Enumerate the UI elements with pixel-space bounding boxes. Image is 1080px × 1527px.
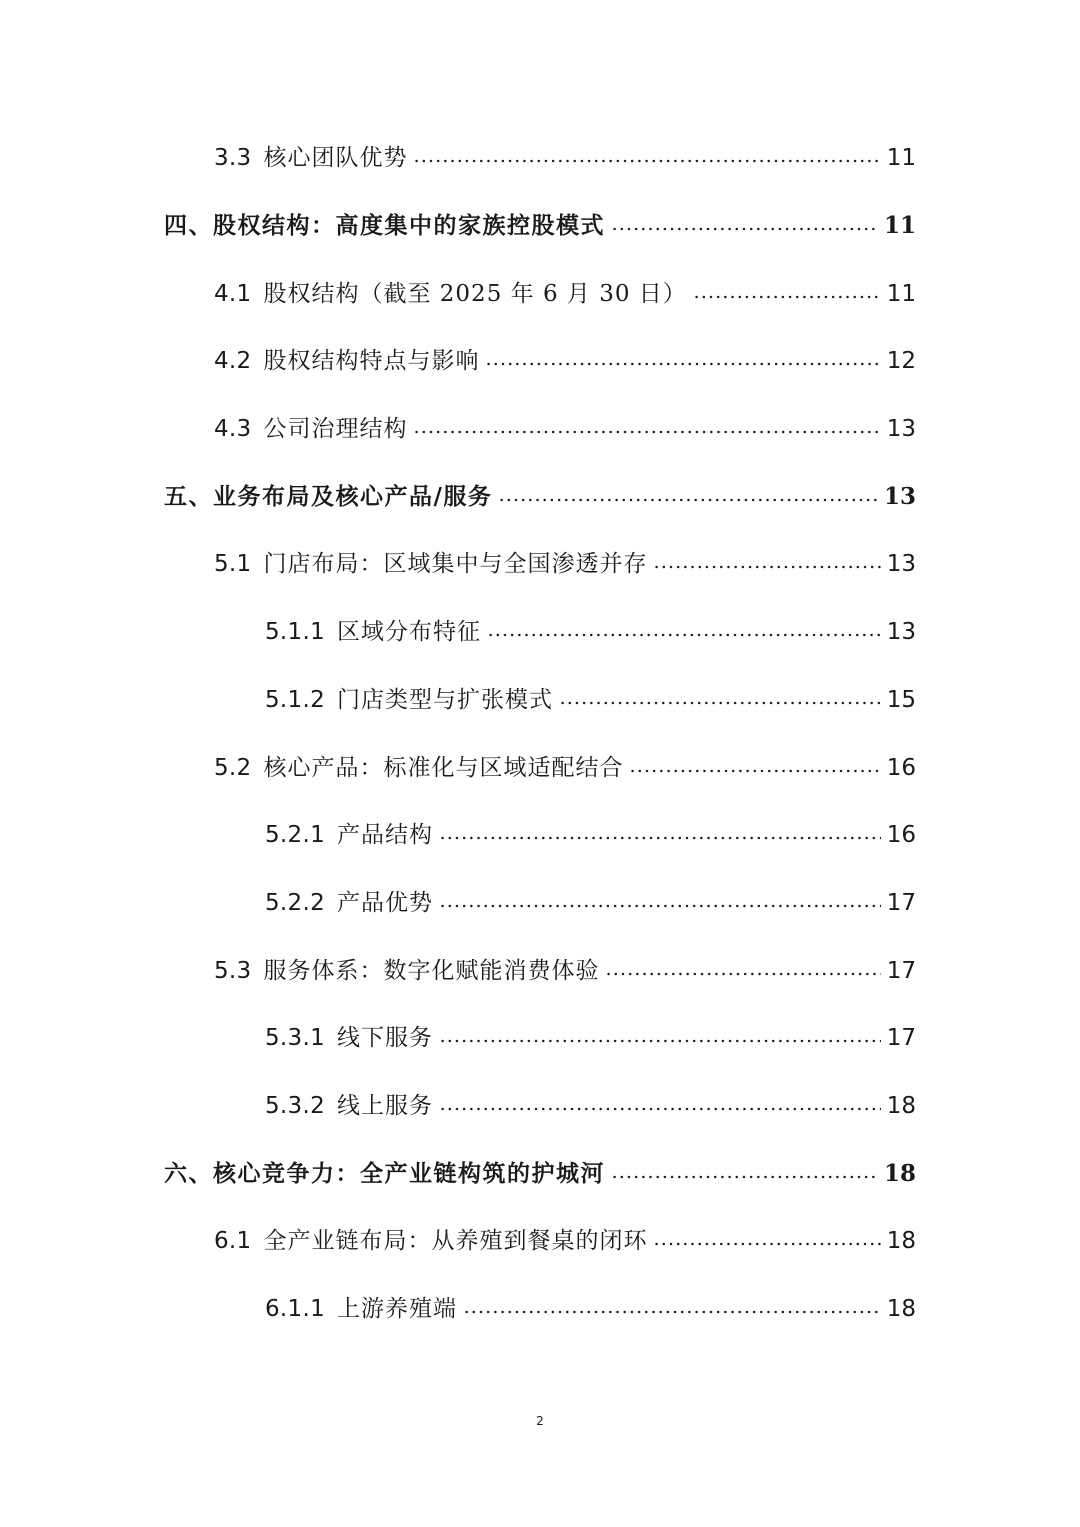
toc-entry-page: 13 [886,416,916,443]
toc-entry-line [214,139,916,172]
toc-entry-title: 全产业链布局：从养殖到餐桌的闭环 [263,1228,648,1255]
toc-entry-line [214,545,916,578]
toc-entry[interactable] [0,664,1080,732]
toc-entry-line [265,1087,916,1120]
toc-entry-title: 上游养殖端 [337,1296,458,1323]
toc-entry-page: 18 [886,1296,916,1323]
toc-entry-title: 五、业务布局及核心产品/服务 [164,482,493,510]
toc-entry-number: 5.1.2 [265,686,326,713]
toc-dot-leader [413,429,880,435]
toc-dot-leader [439,1038,881,1044]
toc-entry-number: 5.1.1 [265,619,326,646]
toc-entry-line [164,1155,916,1188]
toc-entry[interactable] [0,122,1080,190]
toc-entry-line [265,681,916,714]
toc-dot-leader [413,158,880,164]
toc-entry[interactable] [0,257,1080,325]
toc-dot-leader [653,1241,880,1247]
toc-entry[interactable] [0,596,1080,664]
toc-entry-page: 18 [886,1228,916,1255]
page-number-footer: 2 [536,1414,544,1428]
toc-entry-line [164,207,916,240]
toc-entry-title: 股权结构（截至 2025 年 6 月 30 日） [263,280,687,307]
toc-entry-page: 15 [886,686,916,713]
toc-entry-title: 公司治理结构 [263,416,408,443]
toc-entry-number: 4.1 [214,280,252,307]
toc-entry-page: 13 [886,551,916,578]
toc-dot-leader [611,1174,878,1180]
toc-entry[interactable] [0,1205,1080,1273]
toc-entry-title: 线下服务 [337,1025,434,1052]
toc-dot-leader [439,1106,881,1112]
toc-entry-number: 4.3 [214,416,252,443]
toc-entry-line [265,884,916,917]
toc-dot-leader [559,700,881,706]
toc-entry-line [265,613,916,646]
toc-entry[interactable] [0,1002,1080,1070]
toc-entry-line [164,478,916,511]
toc-entry-page: 18 [883,1159,916,1187]
toc-entry-title: 产品结构 [337,822,434,849]
toc-entry-line [265,816,916,849]
toc-entry-page: 16 [886,754,916,781]
toc-entry-number: 5.2 [214,754,252,781]
toc-entry-title: 区域分布特征 [337,619,482,646]
toc-dot-leader [463,1309,881,1315]
toc-entry-number: 5.3 [214,957,252,984]
toc-entry-page: 17 [886,889,916,916]
toc-entry[interactable] [0,1070,1080,1138]
toc-entry-number: 4.2 [214,348,252,375]
toc-entry-number: 5.1 [214,551,252,578]
toc-entry-number: 5.3.1 [265,1025,326,1052]
toc-entry[interactable] [0,867,1080,935]
toc-entry-line [214,410,916,443]
toc-dot-leader [487,632,881,638]
toc-entry-page: 11 [886,145,916,172]
toc-dot-leader [485,361,880,367]
toc-entry-page: 12 [886,348,916,375]
toc-entry-number: 5.2.1 [265,822,326,849]
toc-entry-title: 产品优势 [337,889,434,916]
toc-entry-number: 6.1 [214,1228,252,1255]
toc-entry-title: 线上服务 [337,1092,434,1119]
toc-entry-line [214,275,916,308]
toc-entry-page: 13 [883,482,916,510]
table-of-contents [0,122,1080,1340]
toc-entry-page: 11 [883,212,916,240]
toc-entry[interactable] [0,190,1080,258]
toc-dot-leader [439,903,881,909]
toc-entry-page: 17 [886,957,916,984]
toc-entry[interactable] [0,1273,1080,1341]
toc-entry-line [214,342,916,375]
toc-entry[interactable] [0,393,1080,461]
toc-dot-leader [653,564,880,570]
toc-entry-line [265,1290,916,1323]
toc-entry-title: 核心团队优势 [263,145,408,172]
toc-entry[interactable] [0,731,1080,799]
toc-entry-title: 核心产品：标准化与区域适配结合 [263,754,624,781]
toc-entry[interactable] [0,934,1080,1002]
toc-entry-title: 四、股权结构：高度集中的家族控股模式 [164,212,605,240]
toc-entry-title: 门店布局：区域集中与全国渗透并存 [263,551,648,578]
toc-entry-page: 18 [886,1092,916,1119]
toc-entry-line [214,1222,916,1255]
toc-entry-page: 17 [886,1025,916,1052]
toc-entry-line [265,1019,916,1052]
toc-entry-title: 服务体系：数字化赋能消费体验 [263,957,600,984]
toc-dot-leader [611,226,878,232]
toc-entry-line [214,749,916,782]
toc-dot-leader [629,768,880,774]
toc-entry-title: 门店类型与扩张模式 [337,686,554,713]
toc-dot-leader [605,971,880,977]
toc-dot-leader [498,497,878,503]
toc-entry-title: 六、核心竞争力：全产业链构筑的护城河 [164,1159,605,1187]
toc-dot-leader [693,294,881,300]
toc-entry-page: 16 [886,822,916,849]
toc-entry-number: 3.3 [214,145,252,172]
toc-entry-number: 6.1.1 [265,1296,326,1323]
toc-entry[interactable] [0,325,1080,393]
toc-entry[interactable] [0,528,1080,596]
toc-entry[interactable] [0,799,1080,867]
toc-entry[interactable] [0,1137,1080,1205]
toc-entry-title: 股权结构特点与影响 [263,348,480,375]
toc-entry-number: 5.3.2 [265,1092,326,1119]
toc-entry-page: 13 [886,619,916,646]
toc-entry-page: 11 [886,280,916,307]
toc-dot-leader [439,835,881,841]
toc-entry-number: 5.2.2 [265,889,326,916]
toc-entry[interactable] [0,460,1080,528]
toc-entry-line [214,952,916,985]
